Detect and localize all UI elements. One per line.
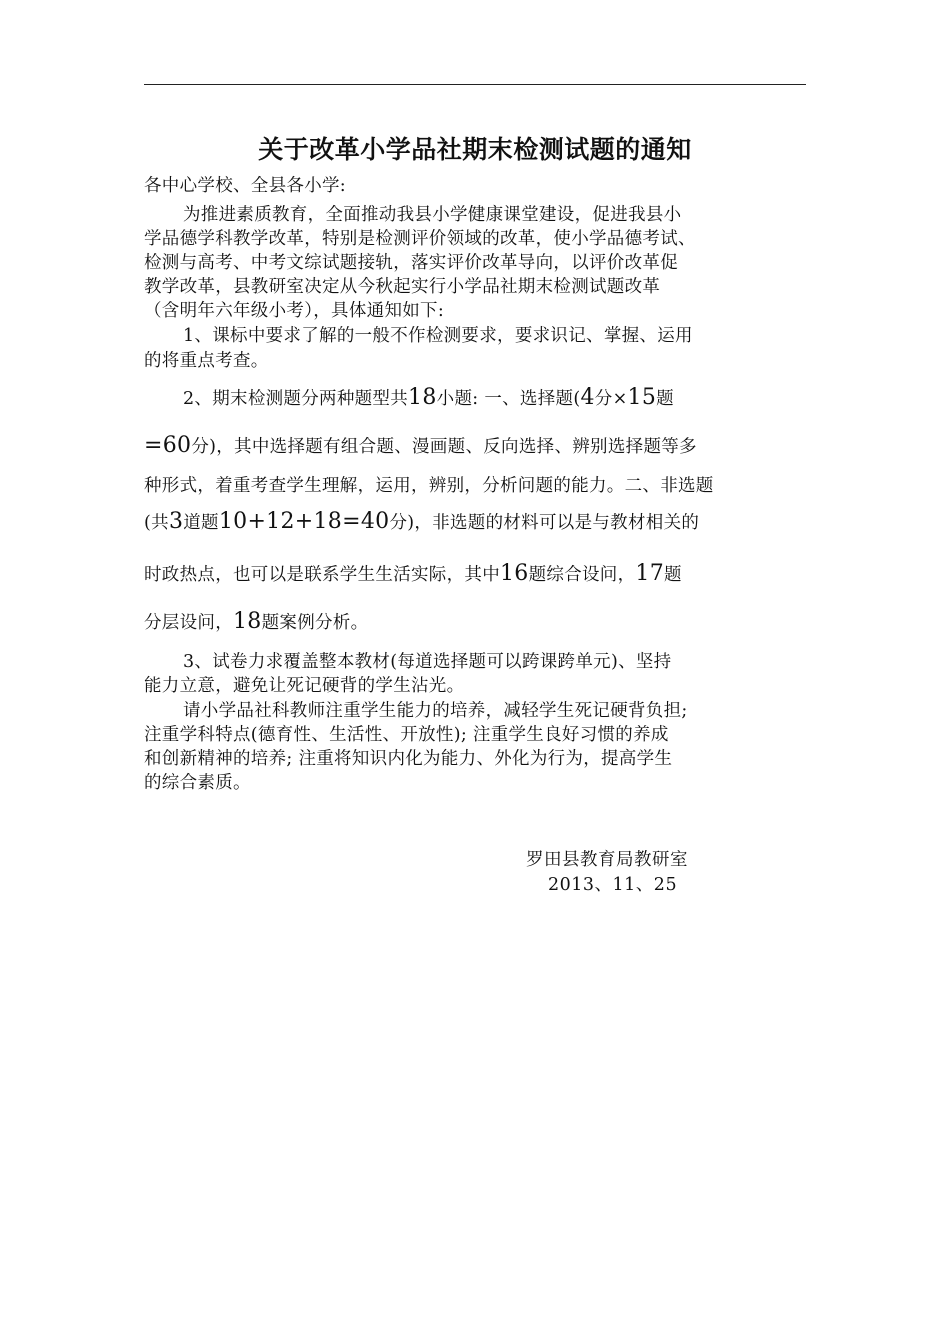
signature-org: 罗田县教育局教研室 [526, 850, 688, 870]
signature-date: 2013、11、25 [548, 875, 678, 895]
item2-text: 题 [656, 389, 674, 409]
item2-number: 10+12+18=40 [218, 509, 390, 534]
item2-line-2 [144, 434, 814, 459]
item2-number: 3 [168, 509, 184, 534]
item2-line-3: 种形式，着重考查学生理解，运用，辨别，分析问题的能力。二、非选题 [144, 476, 714, 496]
item2-text: 分× [594, 389, 628, 409]
item2-text: 题 [664, 565, 682, 585]
item2-number: 4 [580, 385, 595, 410]
item3-line-1: 3、试卷力求覆盖整本教材(每道选择题可以跨课跨单元)、坚持 [183, 652, 672, 672]
page-title: 关于改革小学品社期末检测试题的通知 [258, 135, 692, 164]
closing-line-1: 请小学品社科教师注重学生能力的培养，减轻学生死记硬背负担; [183, 701, 688, 721]
item2-number: 18 [408, 385, 437, 410]
intro-line-3: 检测与高考、中考文综试题接轨，落实评价改革导向，以评价改革促 [144, 253, 678, 273]
item2-text: (共 [144, 513, 169, 533]
item2-text: 题案例分析。 [261, 613, 369, 633]
intro-line-4: 教学改革，县教研室决定从今秋起实行小学品社期末检测试题改革 [144, 277, 661, 297]
salutation: 各中心学校、全县各小学: [144, 176, 346, 196]
item2-number: 16 [500, 561, 529, 586]
item2-number: 15 [627, 385, 657, 410]
closing-line-4: 的综合素质。 [144, 773, 251, 793]
item2-line-6 [144, 610, 814, 635]
item1-line-1: 1、课标中要求了解的一般不作检测要求，要求识记、掌握、运用 [183, 326, 693, 346]
item2-number: =60 [144, 433, 192, 458]
item2-line-1 [183, 386, 853, 411]
item2-number: 17 [635, 561, 665, 586]
item2-line-4 [144, 510, 814, 535]
header-rule [144, 84, 806, 85]
item2-text: 小题: 一、选择题( [436, 389, 581, 409]
closing-line-2: 注重学科特点(德育性、生活性、开放性); 注重学生良好习惯的养成 [144, 725, 669, 745]
item2-number: 18 [233, 609, 262, 634]
item2-line-5 [144, 562, 814, 587]
intro-line-5: （含明年六年级小考），具体通知如下: [144, 301, 445, 321]
intro-line-2: 学品德学科教学改革，特别是检测评价领域的改革，使小学品德考试、 [144, 229, 696, 249]
item2-text: 分层设问， [144, 613, 233, 633]
item1-line-2: 的将重点考查。 [144, 351, 269, 371]
intro-line-1: 为推进素质教育，全面推动我县小学健康课堂建设，促进我县小 [183, 205, 682, 225]
item2-text: 题综合设问， [528, 565, 636, 585]
item2-text: 时政热点，也可以是联系学生生活实际，其中 [144, 565, 500, 585]
item3-line-2: 能力立意，避免让死记硬背的学生沾光。 [144, 676, 465, 696]
item2-text: 道题 [183, 513, 219, 533]
item2-text: 分)，非选题的材料可以是与教材相关的 [389, 513, 700, 533]
closing-line-3: 和创新精神的培养; 注重将知识内化为能力、外化为行为，提高学生 [144, 749, 673, 769]
item2-text: 分)，其中选择题有组合题、漫画题、反向选择、辨别选择题等多 [191, 437, 697, 457]
item2-text: 2、期末检测题分两种题型共 [183, 389, 409, 409]
